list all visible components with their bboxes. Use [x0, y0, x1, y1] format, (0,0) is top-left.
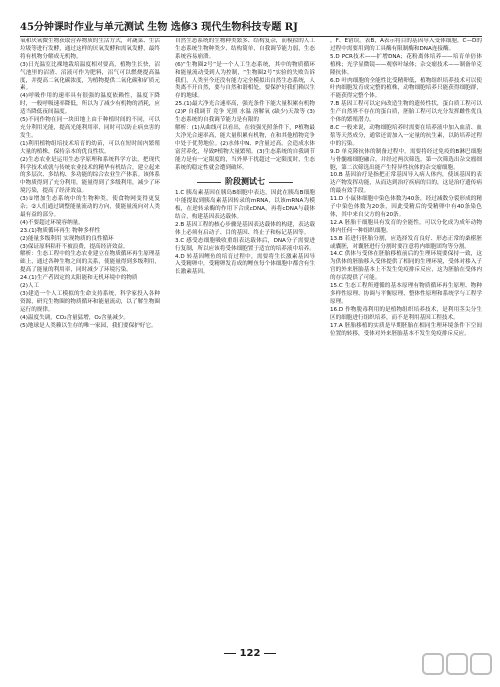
paragraph: 氧和厌氧微生物获取营养物质的生活方式，对蔬菜、生活垃圾等进行发酵，通过这样的厌氧发酵和需氧发酵，最终将有机物分解成无机物。 — [20, 38, 160, 60]
paragraph: 24.(1)生产者固定的太阳能和无机环境中的物质 — [20, 275, 138, 282]
paragraph: ，F、E错误。表B，A表示将目的基因导入受体细胞，C—D的过程中需要用到的工具酶有限制酶和DNA连接酶。 — [330, 38, 482, 52]
paragraph: (5)地球是人类赖以生存的唯一家园，我们要保护好它。 — [20, 322, 157, 329]
paragraph: (2)生态农业是运用生态学原理和系统科学方法，把现代科学技术成就与传统农业技术的精华有机结合，建立起来的多层次、多结构、多功能的综合农业生产体系。该体系中物质得到了充分利用，能量得到了多级利用，减少了环境污染，提高了经济效益。 — [20, 156, 160, 195]
paragraph: 17.A 胚胎移植的实质是早期胚胎在相同生理环境条件下空间位置的转移，受体对外来胚胎基本不发生免疫排斥反应。 — [330, 322, 482, 337]
paragraph: 16.D 作物脱毒利用的是植物组织培养技术，是利用茎尖分生区的细胞进行组织培养，而不是利用基因工程技术。 — [330, 306, 482, 321]
paragraph: (2)人工 — [20, 283, 40, 290]
paragraph: 11.D 小鼠体细胞中染色体数为40条，经过减数分裂形成的精子中染色体数为20条，因此受精后的受精卵中有40条染色体，其中来自父方的有20条。 — [330, 196, 482, 218]
paragraph: 13.B 若进行胚胎分割，应选择发育良好、形态正常的桑椹胚或囊胚，对囊胚进行分割时要注意将内细胞团均等分割。 — [330, 235, 482, 250]
column-middle-bottom — [175, 190, 315, 277]
paragraph: 12.A 胚胎干细胞具有发育的全能性，可以分化成为成年动物体内任何一种组织细胞。 — [330, 219, 482, 234]
paragraph: (6)“生物圈2号”是一个人工生态系统，其中的物质循环和能量流动受到人为控制，“生物圈2号”实验的失败告诉我们，人类至今还没有能力完全模拟出自然生态系统，人类离不开自然，要与自然和谐相处，要保护好我们赖以生存的地球。 — [175, 61, 315, 100]
column-right — [330, 38, 482, 638]
paragraph: 10.B 基因治疗是指把正常基因导入病人体内，使该基因的表达产物发挥功能，从而达到治疗疾病的目的，这是治疗遗传病的最有效手段。 — [330, 172, 482, 195]
paragraph: 解析：生态工程中的生态农业建立在物质循环再生原理基础上，通过各种生物之间的关系，使能量得到多级利用，提高了能量的利用率，同时减少了环境污染。 — [20, 251, 160, 274]
paragraph: 自然生态系统的生物种类繁多、结构复杂，而模拟的人工生态系统生物种类少、结构简单，自我调节能力弱，生态系统容易崩溃。 — [175, 38, 315, 60]
paragraph: (3)保证原料秸秆不被浪费，提高经济效益。 — [20, 243, 129, 250]
paragraph: 5.D PCR技术——扩增DNA；花粉离体培养——培育单倍体植株；光学显微镜——观察叶绿体；杂交瘤技术——制备单克隆抗体。 — [330, 53, 482, 76]
paragraph: (4)不要超过环境容纳量。 — [20, 219, 84, 226]
paragraph: (4)温度失调，CO₂含量猛增，O₂含量减少。 — [20, 314, 130, 321]
column-left — [20, 38, 160, 638]
paragraph: 23.(1)物质循环再生 物种多样性 — [20, 227, 101, 234]
paragraph: 6.D 叶肉细胞的全能性比受精卵低，植物组织培养技术可以使叶肉细胞发育成完整的植株，动物细胞培养只能获得细胞群，不能获得完整个体。 — [330, 77, 482, 100]
paragraph: 1.C 胰岛素基因在胰岛B细胞中表达，因此在胰岛B细胞中能提取到胰岛素基因转录的mRNA，以该mRNA为模板，在逆转录酶的作用下合成cDNA，再将cDNA与载体结合，构建基因表达载体。 — [175, 190, 315, 221]
paragraph: (2)能量多级利用 实现物质的良性循环 — [20, 235, 114, 242]
page-number-text: 122 — [239, 648, 261, 659]
column-middle — [175, 38, 315, 638]
paragraph: 7.B 基因工程可以定向改造生物的遗传性状，蛋白质工程可以生产自然界不存在的蛋白质，胚胎工程可以充分发挥雌性优良个体的繁殖潜力。 — [330, 101, 482, 124]
paragraph: (4)呼吸作用的速率具有很强的温度依赖性，温度下降时，一般呼吸速率降低，所以为了减少有机物的消耗，应适当降低夜间温度。 — [20, 93, 160, 116]
paragraph: 3.C 感受态细胞吸收重组表达载体后，DNA分子需要进行复制，所以应该将受体细胞置于适宜的培养液中培养。 — [175, 237, 315, 252]
watermark-logo-icon — [422, 651, 492, 677]
paragraph: (5)不同作物在同一块田地上由于种植时间的不同，可以充分利用光能，提高光能利用率，同时可以防止病虫害的发生。 — [20, 117, 160, 139]
paragraph: (3)建造一个人工模拟的生命支持系统，科学家投入各种资源，研究生物圈的物质循环和能量流动，以了解生物圈运行的规律。 — [20, 291, 160, 313]
paragraph: (1)利用植物组培技术培育的幼苗，可以在短时间内繁殖大量的植株，保持亲本的优良性状。 — [20, 140, 160, 155]
paragraph: 9.D 单克隆抗体的制备过程中，需要将经过免疫的B淋巴细胞与骨髓瘤细胞融合，并经过两次筛选，第一次筛选出杂交瘤细胞，第二次筛选出能产生特异性抗体的杂交瘤细胞。 — [330, 148, 482, 171]
paragraph: 4.D 转基因鲤鱼的培育过程中，需要将生长激素基因导入受精卵中，受精卵发育成的鲤鱼每个体细胞中都含有生长激素基因。 — [175, 253, 315, 276]
paragraph: 解析：(1)从曲线可以看出，在较强光照条件下，P植物最大净光合速率高，能大量积累有机物，在和其他植物竞争中处于优势地位。(2)水体中N、P含量过高，会造成水体富营养化，导致P植物大量繁殖。(3)生态系统的自我调节能力是有一定限度的，当外界干扰超过一定限度时，生态系统的稳定性就会遭到破坏。 — [175, 124, 315, 171]
page-header: 45分钟课时作业与单元测试 生物 选修3 现代生物科技专题 RJ — [20, 18, 482, 37]
paragraph: 2.B 基因工程的核心步骤是基因表达载体的构建，表达载体上必须有启动子、目的基因、终止子和标记基因等。 — [175, 221, 315, 236]
paragraph: 14.C 供体与受体在胚胎移植前后的生理环境要保持一致，这为供体的胚胎移入受体提供了相同的生理环境，受体对移入子宫的外来胚胎基本上不发生免疫排斥反应，这为胚胎在受体内的存活提供了可能。 — [330, 251, 482, 282]
column-middle-top — [175, 38, 315, 172]
paragraph: (3)①增加生态系统中的生物种类，使食物网变得更复杂；②人们通过调整能量流动的方向，使能量流向对人类最有益的部分。 — [20, 196, 160, 218]
paragraph: 8.C 一般来说，动物细胞培养时需要在培养液中加入血清、血浆等天然成分，通常还需加入一定量的抗生素，以防培养过程中的污染。 — [330, 124, 482, 147]
paragraph: 15.C 生态工程所遵循的基本原理有物质循环再生原理、物种多样性原理、协调与平衡原理、整体性原理和系统学与工程学原理。 — [330, 283, 482, 305]
section-title — [175, 178, 315, 186]
paragraph: 25.(1)最大净光合速率高，强光条件下能大量积累有机物 (2)P 自我调节 竞争 光照 水温 溶解氧 (缺少)天敌等 (3)生态系统的自我调节能力是有限的 — [175, 101, 315, 124]
section-title-text: 阶段测试七 — [225, 176, 265, 187]
paragraph: (3)日光温室比裸地栽培温度相对要高，植物生长快，沼气池里的沼渣、沼液可作为肥料，沼气可以燃烧提高温度，并提高二氧化碳浓度，为植物提供二氧化碳和矿质元素。 — [20, 61, 160, 92]
